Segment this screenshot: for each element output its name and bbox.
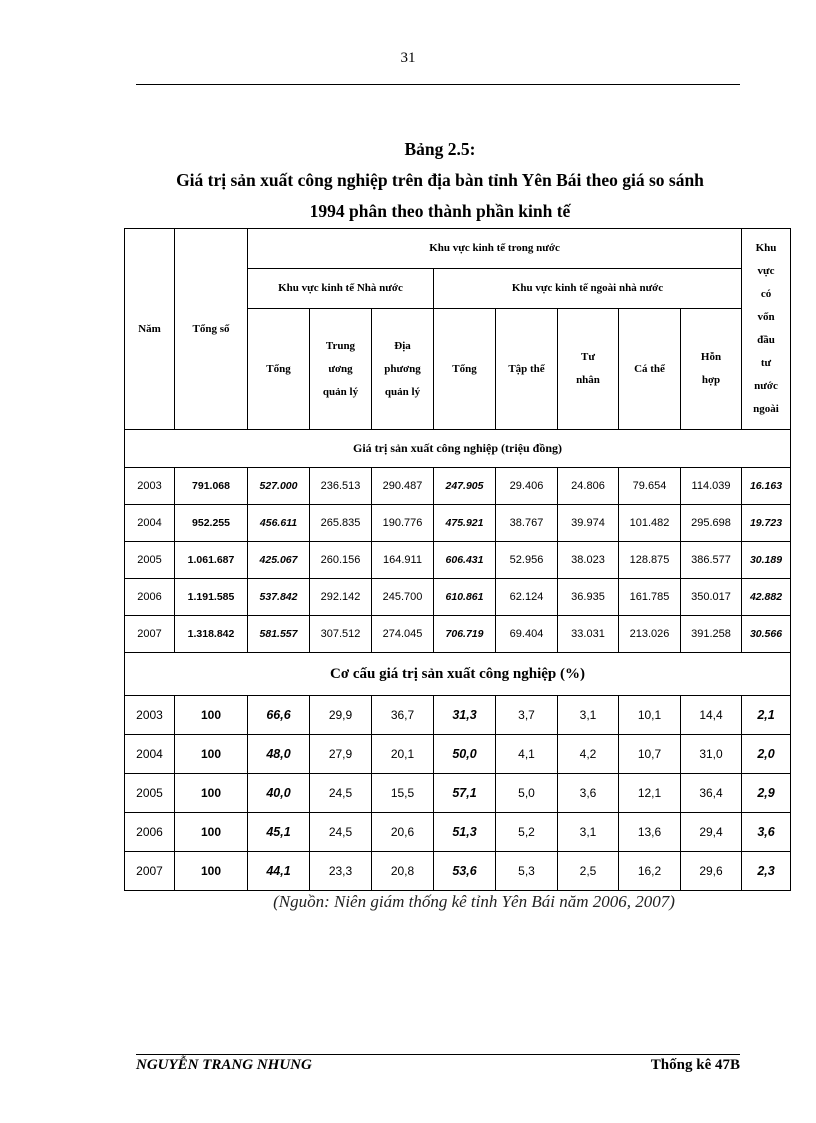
table-row [125,852,791,891]
table-cell: 2,9 [742,774,791,813]
table-cell: 42.882 [742,579,791,616]
table-cell: 50,0 [434,735,496,774]
industrial-output-table [124,228,791,891]
section-title-values: Giá trị sản xuất công nghiệp (triệu đồng) [125,430,791,468]
table-cell: 48,0 [248,735,310,774]
table-cell: 24.806 [558,468,619,505]
table-cell: 24,5 [310,813,372,852]
table-cell: 53,6 [434,852,496,891]
table-cell: 10,1 [619,696,681,735]
table-title [120,134,760,227]
table-cell: 1.191.585 [175,579,248,616]
table-number: Bảng 2.5: [404,139,476,159]
table-cell: 23,3 [310,852,372,891]
table-cell: 3,6 [742,813,791,852]
table-cell: 100 [175,696,248,735]
table-cell: 2003 [125,468,175,505]
table-cell: 100 [175,813,248,852]
table-cell: 36,7 [372,696,434,735]
table-cell: 161.785 [619,579,681,616]
table-cell: 31,0 [681,735,742,774]
table-cell: 29.406 [496,468,558,505]
table-cell: 265.835 [310,505,372,542]
table-cell: 213.026 [619,616,681,653]
table-cell: 10,7 [619,735,681,774]
section-title-structure: Cơ cấu giá trị sản xuất công nghiệp (%) [125,653,791,696]
header-nonstate-sector: Khu vực kinh tế ngoài nhà nước [434,269,742,309]
table-cell: 38.767 [496,505,558,542]
table-cell: 51,3 [434,813,496,852]
table-row [125,505,791,542]
table-cell: 66,6 [248,696,310,735]
table-cell: 3,1 [558,813,619,852]
table-caption-line2: 1994 phân theo thành phần kinh tế [309,201,571,221]
table-cell: 1.318.842 [175,616,248,653]
table-cell: 30.189 [742,542,791,579]
table-cell: 13,6 [619,813,681,852]
table-cell: 29,4 [681,813,742,852]
table-cell: 386.577 [681,542,742,579]
footer-rule [136,1054,740,1055]
table-cell: 2006 [125,579,175,616]
table-row [125,774,791,813]
table-cell: 2005 [125,542,175,579]
table-cell: 24,5 [310,774,372,813]
table-row [125,696,791,735]
table-cell: 164.911 [372,542,434,579]
table-row [125,616,791,653]
table-cell: 3,7 [496,696,558,735]
table-cell: 3,6 [558,774,619,813]
table-cell: 128.875 [619,542,681,579]
source-note: (Nguồn: Niên giám thống kê tỉnh Yên Bái năm 2006, 2007) [273,892,675,911]
table-row [125,468,791,505]
table-cell: 5,0 [496,774,558,813]
table-cell: 247.905 [434,468,496,505]
table-cell: 606.431 [434,542,496,579]
table-cell: 30.566 [742,616,791,653]
table-cell: 245.700 [372,579,434,616]
header-foreign: Khu vực có vốn đầu tư nước ngoài [742,229,791,430]
table-cell: 2003 [125,696,175,735]
header-total: Tổng số [175,229,248,430]
header-state-sector: Khu vực kinh tế Nhà nước [248,269,434,309]
table-cell: 114.039 [681,468,742,505]
table-cell: 2004 [125,505,175,542]
table-cell: 57,1 [434,774,496,813]
table-cell: 20,8 [372,852,434,891]
table-cell: 100 [175,852,248,891]
table-cell: 27,9 [310,735,372,774]
header-local: Địa phương quản lý [372,309,434,430]
table-cell: 62.124 [496,579,558,616]
table-cell: 39.974 [558,505,619,542]
table-cell: 2007 [125,616,175,653]
header-private: Tư nhân [558,309,619,430]
table-row [125,542,791,579]
table-cell: 537.842 [248,579,310,616]
table-cell: 5,3 [496,852,558,891]
header-nonstate-total: Tổng [434,309,496,430]
table-cell: 20,1 [372,735,434,774]
table-cell: 38.023 [558,542,619,579]
table-cell: 29,9 [310,696,372,735]
table-row [125,813,791,852]
table-cell: 69.404 [496,616,558,653]
table-cell: 40,0 [248,774,310,813]
table-cell: 52.956 [496,542,558,579]
table-cell: 4,1 [496,735,558,774]
table-cell: 391.258 [681,616,742,653]
table-cell: 2,5 [558,852,619,891]
table-cell: 527.000 [248,468,310,505]
table-cell: 14,4 [681,696,742,735]
table-cell: 101.482 [619,505,681,542]
table-cell: 4,2 [558,735,619,774]
table-cell: 2,3 [742,852,791,891]
header-year: Năm [125,229,175,430]
header-mixed: Hỗn hợp [681,309,742,430]
table-cell: 16.163 [742,468,791,505]
table-cell: 350.017 [681,579,742,616]
table-cell: 2007 [125,852,175,891]
table-cell: 292.142 [310,579,372,616]
table-cell: 5,2 [496,813,558,852]
table-caption-line1: Giá trị sản xuất công nghiệp trên địa bàn tỉnh Yên Bái theo giá so sánh [176,170,704,190]
table-cell: 1.061.687 [175,542,248,579]
table-cell: 2004 [125,735,175,774]
table-cell: 952.255 [175,505,248,542]
table-cell: 19.723 [742,505,791,542]
header-domestic: Khu vực kinh tế trong nước [248,229,742,269]
table-row [125,735,791,774]
table-cell: 3,1 [558,696,619,735]
table-cell: 33.031 [558,616,619,653]
table-cell: 190.776 [372,505,434,542]
section-structure-body [125,696,791,891]
header-collective: Tập thể [496,309,558,430]
table-cell: 307.512 [310,616,372,653]
table-cell: 2,1 [742,696,791,735]
header-state-total: Tổng [248,309,310,430]
table-cell: 100 [175,774,248,813]
table-cell: 456.611 [248,505,310,542]
table-cell: 15,5 [372,774,434,813]
table-cell: 36.935 [558,579,619,616]
table-cell: 79.654 [619,468,681,505]
table-cell: 706.719 [434,616,496,653]
table-cell: 2,0 [742,735,791,774]
table-cell: 475.921 [434,505,496,542]
table-cell: 581.557 [248,616,310,653]
table-cell: 290.487 [372,468,434,505]
section-values-body [125,468,791,653]
page-number: 31 [400,50,416,66]
table-cell: 425.067 [248,542,310,579]
table-cell: 295.698 [681,505,742,542]
table-cell: 20,6 [372,813,434,852]
table-cell: 274.045 [372,616,434,653]
footer-author: NGUYỄN TRANG NHUNG [136,1057,312,1073]
table-cell: 100 [175,735,248,774]
table-cell: 36,4 [681,774,742,813]
table-cell: 44,1 [248,852,310,891]
table-cell: 45,1 [248,813,310,852]
header-rule [136,84,740,85]
footer-class: Thống kê 47B [650,1057,740,1073]
table-cell: 12,1 [619,774,681,813]
header-household: Cá thể [619,309,681,430]
table-cell: 236.513 [310,468,372,505]
table-cell: 791.068 [175,468,248,505]
table-cell: 31,3 [434,696,496,735]
table-row [125,579,791,616]
table-cell: 610.861 [434,579,496,616]
table-cell: 29,6 [681,852,742,891]
table-cell: 2005 [125,774,175,813]
table-cell: 2006 [125,813,175,852]
header-central: Trung ương quản lý [310,309,372,430]
table-cell: 260.156 [310,542,372,579]
table-cell: 16,2 [619,852,681,891]
